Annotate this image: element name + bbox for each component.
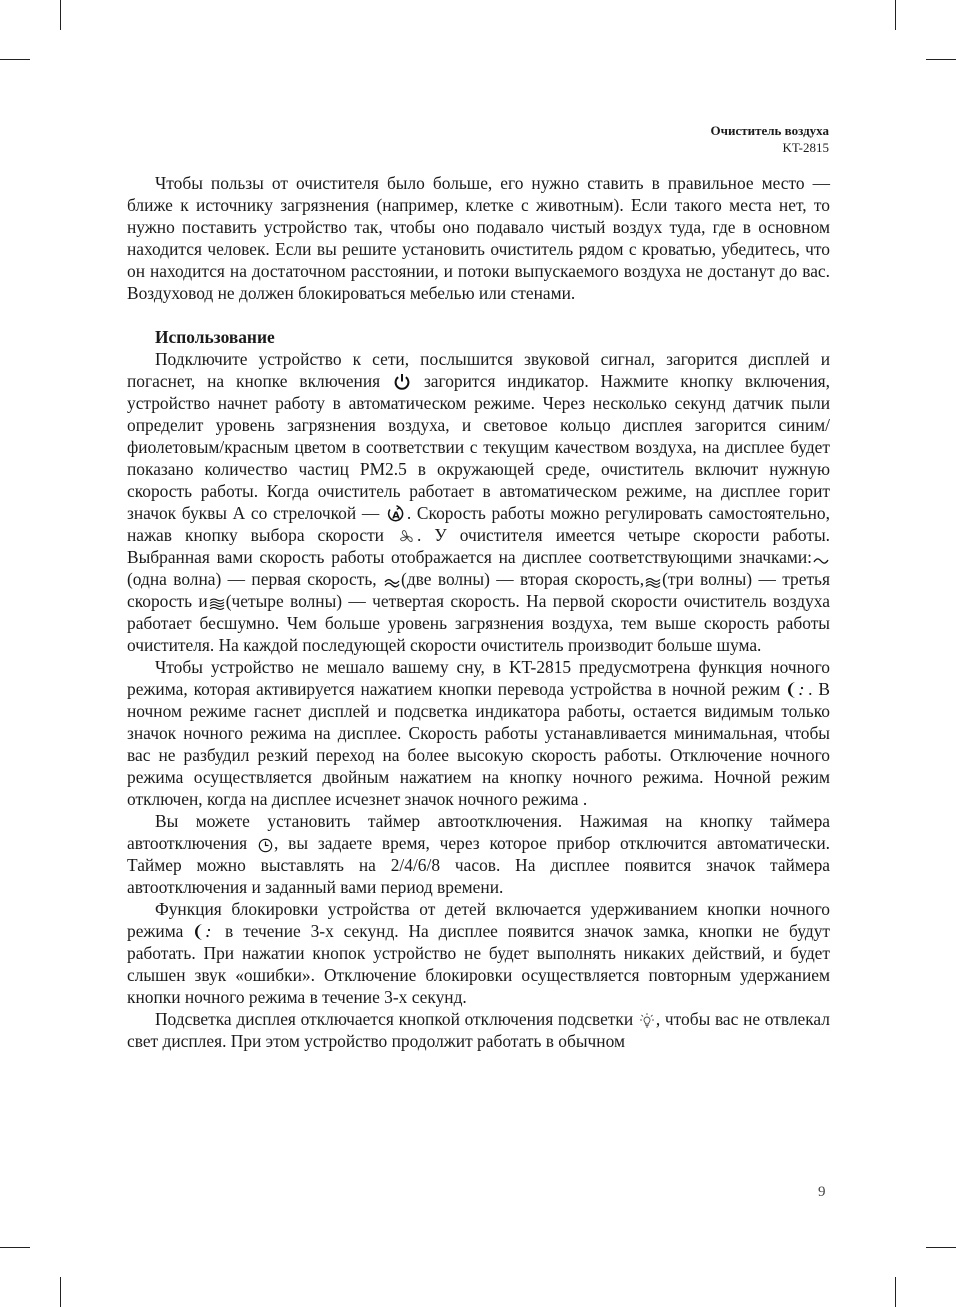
fan-speed-icon — [398, 529, 416, 545]
night-mode-icon — [194, 923, 214, 941]
svg-text:A: A — [392, 510, 400, 522]
usage-paragraph-5 — [127, 1008, 830, 1052]
night-mode-icon — [787, 681, 807, 699]
three-waves-icon — [645, 577, 661, 589]
text-segment: загорится индикатор. Нажмите кнопку включения, устройство начнет работу в автоматическом режиме. Через несколько секунд датчик пыли определит уровень загрязнения воздуха, и световое кольцо дисплея загорится синим/фиолетовым/красным цветом в соответствии с текущим качеством воздуха, на дисплее будет показано количество частиц PM2.5 в окружающей среде, очиститель включит нужную скорость работы. Когда очиститель работает в автоматическом режиме, на дисплее горит значок буквы А со стрелочкой — — [127, 371, 830, 523]
timer-icon — [258, 838, 273, 853]
crop-mark — [895, 1277, 896, 1307]
document-body — [127, 172, 830, 1052]
usage-heading: Использование — [155, 327, 275, 347]
page-number: 9 — [818, 1184, 826, 1200]
power-icon — [393, 373, 411, 391]
text-segment: Подключите устройство к сети, послышится звуковой сигнал, загорится дисплей и погаснет, на кнопке включения — [127, 349, 830, 391]
text-segment: (две волны) — вторая скорость, — [401, 569, 645, 589]
header-model: KT-2815 — [782, 140, 829, 155]
crop-mark — [926, 59, 956, 60]
text-segment: в течение 3-х секунд. На дисплее появится значок замка, кнопки не будут работать. При нажатии кнопок устройство не будет выполнять никаких действий, и будет слышен звук «ошибки». Отключение блокировки осуществляется повторным удержанием кнопки ночного режима в течение 3-х секунд. — [127, 921, 830, 1007]
crop-mark — [60, 1277, 61, 1307]
usage-paragraph-4 — [127, 898, 830, 1008]
text-segment: (четыре волны) — четвертая скорость. На первой скорости очиститель воздуха работает бесшумно. Чем больше уровень загрязнения воздуха, тем выше скорость работы очистителя. На каждой последующей скорости очиститель производит больше шума. — [127, 591, 830, 655]
crop-mark — [926, 1247, 956, 1248]
crop-mark — [0, 59, 30, 60]
usage-paragraph-3 — [127, 810, 830, 898]
page-header — [711, 122, 829, 156]
two-waves-icon — [384, 577, 400, 589]
text-segment: , чтобы вас не отвлекал свет дисплея. При этом устройство продолжит работать в обычном — [127, 1009, 830, 1051]
four-waves-icon — [209, 598, 225, 611]
usage-paragraph-2 — [127, 656, 830, 810]
auto-mode-icon — [386, 505, 406, 523]
text-segment: . В ночном режиме гаснет дисплей и подсветка индикатора работы, остается видимым только значок ночного режима на дисплее. Скорость работы устанавливается минимальная, чтобы вас не разбудил резкий переход на более высокую скорость работы. Отключение ночного режима осуществляется двойным нажатием на кнопку ночного режима. Ночной режим отключен, когда на дисплее исчезнет значок ночного режима . — [127, 679, 831, 809]
text-segment: Вы можете установить таймер автоотключения. Нажимая на кнопку таймера автоотключения — [127, 811, 830, 853]
crop-mark — [60, 0, 61, 30]
text-segment: . Скорость работы можно регулировать самостоятельно, нажав кнопку выбора скорости — [127, 503, 830, 545]
crop-mark — [895, 0, 896, 30]
text-segment: (три волны) — третья скорость и — [127, 569, 830, 611]
text-segment: (одна волна) — первая скорость, — [127, 569, 377, 589]
text-segment: Чтобы устройство не мешало вашему сну, в KT-2815 предусмотрена функция ночного режима, которая активируется нажатием кнопки перевода устройства в ночной режим — [127, 657, 830, 699]
text-segment: Подсветка дисплея отключается кнопкой отключения подсветки — [155, 1009, 634, 1029]
text-segment: , вы задаете время, через которое прибор отключится автоматически. Таймер можно выставлять на 2/4/6/8 часов. На дисплее появится значок таймера автоотключения и заданный вами период времени. — [127, 833, 830, 897]
one-wave-icon — [813, 555, 829, 567]
text-segment: Функция блокировки устройства от детей включается удерживанием кнопки ночного режима — [127, 899, 830, 941]
intro-paragraph: Чтобы пользы от очистителя было больше, его нужно ставить в правильное место — ближе к источнику загрязнения (например, клетке с животным). Если такого места нет, то нужно поставить устройство так, чтобы оно подавало чистый воздух туда, где в основном находится человек. Если вы решите установить очиститель рядом с кроватью, убедитесь, что он находится на достаточном расстоянии, и потоки выпускаемого воздуха не достанут до вас. Воздуховод не должен блокироваться мебелью или стенами. — [127, 173, 830, 303]
usage-paragraph-1 — [127, 348, 830, 656]
backlight-icon — [639, 1012, 655, 1029]
crop-mark — [0, 1247, 30, 1248]
text-segment: . У очистителя имеется четыре скорости работы. Выбранная вами скорость работы отображается на дисплее соответствующими значками: — [127, 525, 830, 567]
header-title: Очиститель воздуха — [710, 123, 829, 138]
